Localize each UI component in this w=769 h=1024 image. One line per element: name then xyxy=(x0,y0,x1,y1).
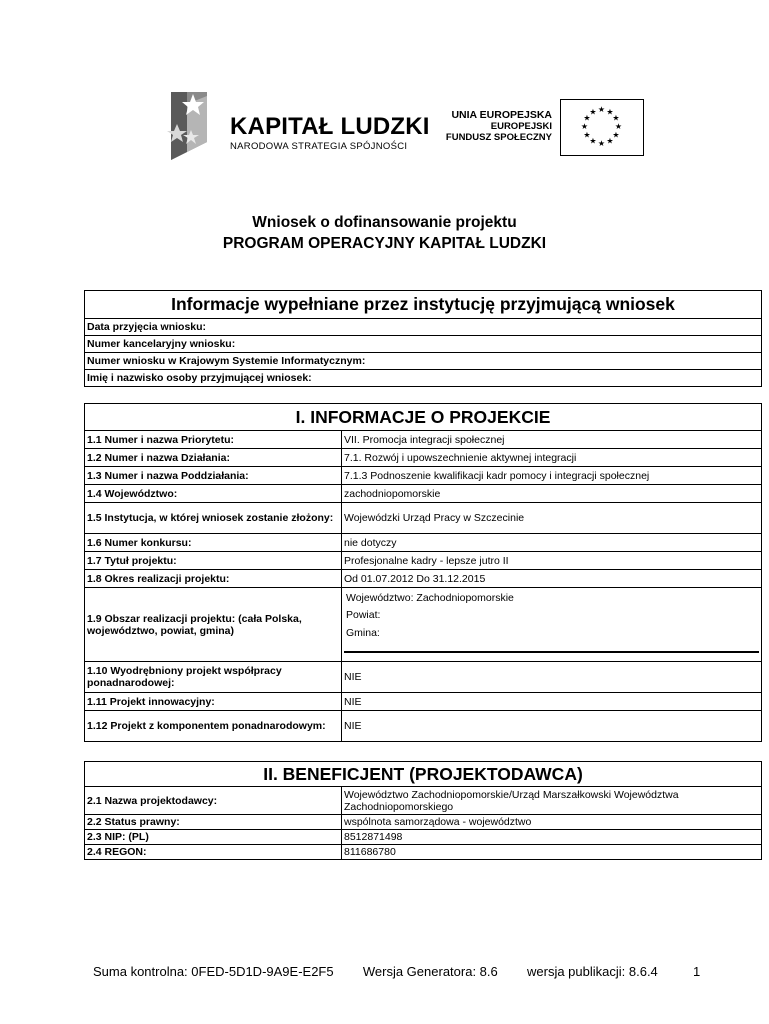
project-label: 1.2 Numer i nazwa Działania: xyxy=(85,449,342,467)
eu-line1: UNIA EUROPEJSKA xyxy=(451,109,552,121)
project-value: NIE xyxy=(342,711,762,742)
beneficiary-value: 811686780 xyxy=(342,845,762,860)
eu-line3: FUNDUSZ SPOŁECZNY xyxy=(445,132,552,143)
beneficiary-value: Województwo Zachodniopomorskie/Urząd Marszałkowski Województwa Zachodniopomorskiego xyxy=(342,787,762,815)
project-label: 1.12 Projekt z komponentem ponadnarodowym: xyxy=(85,711,342,742)
project-label: 1.8 Okres realizacji projektu: xyxy=(85,570,342,588)
document-title: Wniosek o dofinansowanie projektu xyxy=(252,214,517,231)
beneficiary-table xyxy=(84,761,762,860)
project-label: 1.11 Projekt innowacyjny: xyxy=(85,693,342,711)
kapital-ludzki-emblem-icon xyxy=(163,86,223,166)
institution-row: Numer kancelaryjny wniosku: xyxy=(85,336,762,353)
project-value: Od 01.07.2012 Do 31.12.2015 xyxy=(342,570,762,588)
project-label: 1.7 Tytuł projektu: xyxy=(85,552,342,570)
project-value: nie dotyczy xyxy=(342,534,762,552)
beneficiary-label: 2.1 Nazwa projektodawcy: xyxy=(85,787,342,815)
svg-text:★: ★ xyxy=(583,113,591,123)
footer-publication-version: wersja publikacji: 8.6.4 xyxy=(527,964,658,979)
svg-text:★: ★ xyxy=(614,122,623,131)
project-label: 1.1 Numer i nazwa Priorytetu: xyxy=(85,431,342,449)
project-value: Wojewódzki Urząd Pracy w Szczecinie xyxy=(342,503,762,534)
kapital-ludzki-logo xyxy=(163,86,223,166)
project-value: NIE xyxy=(342,693,762,711)
area-voivodeship: Województwo: Zachodniopomorskie xyxy=(346,592,514,604)
beneficiary-label: 2.2 Status prawny: xyxy=(85,815,342,830)
eu-flag-icon xyxy=(560,99,644,156)
area-label: 1.9 Obszar realizacji projektu: (cała Polska, województwo, powiat, gmina) xyxy=(85,588,342,662)
kapital-ludzki-title: KAPITAŁ LUDZKI xyxy=(230,113,430,140)
svg-text:★: ★ xyxy=(606,136,614,146)
beneficiary-label: 2.3 NIP: (PL) xyxy=(85,830,342,845)
institution-row: Numer wniosku w Krajowym Systemie Informatycznym: xyxy=(85,353,762,370)
institution-row: Data przyjęcia wniosku: xyxy=(85,319,762,336)
project-heading: I. INFORMACJE O PROJEKCIE xyxy=(85,404,762,431)
area-commune: Gmina: xyxy=(346,627,380,639)
project-value: NIE xyxy=(342,662,762,693)
project-label: 1.10 Wyodrębniony projekt współpracy ponadnarodowej: xyxy=(85,662,342,693)
kapital-ludzki-subtitle: NARODOWA STRATEGIA SPÓJNOŚCI xyxy=(230,141,408,152)
footer-checksum: Suma kontrolna: 0FED-5D1D-9A9E-E2F5 xyxy=(93,964,334,979)
project-label: 1.5 Instytucja, w której wniosek zostanie złożony: xyxy=(85,503,342,534)
project-value: Profesjonalne kadry - lepsze jutro II xyxy=(342,552,762,570)
project-value: VII. Promocja integracji społecznej xyxy=(342,431,762,449)
eu-line2: EUROPEJSKI xyxy=(490,121,552,132)
project-label: 1.4 Województwo: xyxy=(85,485,342,503)
svg-text:★: ★ xyxy=(612,113,620,123)
project-value: zachodniopomorskie xyxy=(342,485,762,503)
area-county: Powiat: xyxy=(346,609,381,621)
svg-text:★: ★ xyxy=(583,130,591,140)
area-cell xyxy=(342,588,762,662)
beneficiary-value: wspólnota samorządowa - województwo xyxy=(342,815,762,830)
svg-text:★: ★ xyxy=(589,107,597,117)
svg-text:★: ★ xyxy=(597,105,606,114)
svg-text:★: ★ xyxy=(597,139,606,148)
project-value: 7.1.3 Podnoszenie kwalifikacji kadr pomocy i integracji społecznej xyxy=(342,467,762,485)
page-number: 1 xyxy=(693,964,701,979)
institution-heading: Informacje wypełniane przez instytucję przyjmującą wniosek xyxy=(85,291,762,319)
project-label: 1.3 Numer i nazwa Poddziałania: xyxy=(85,467,342,485)
eu-logo-text xyxy=(446,110,552,143)
institution-table xyxy=(84,290,762,387)
area-divider xyxy=(344,651,759,653)
footer-generator-version: Wersja Generatora: 8.6 xyxy=(362,964,498,979)
beneficiary-value: 8512871498 xyxy=(342,830,762,845)
project-value: 7.1. Rozwój i upowszechnienie aktywnej integracji xyxy=(342,449,762,467)
document-subtitle: PROGRAM OPERACYJNY KAPITAŁ LUDZKI xyxy=(222,235,547,252)
svg-text:★: ★ xyxy=(589,136,597,146)
svg-text:★: ★ xyxy=(606,107,614,117)
beneficiary-heading: II. BENEFICJENT (PROJEKTODAWCA) xyxy=(85,762,762,787)
beneficiary-label: 2.4 REGON: xyxy=(85,845,342,860)
project-table xyxy=(84,403,762,742)
svg-text:★: ★ xyxy=(580,122,589,131)
page-footer xyxy=(93,964,700,979)
project-label: 1.6 Numer konkursu: xyxy=(85,534,342,552)
institution-row: Imię i nazwisko osoby przyjmującej wniosek: xyxy=(85,370,762,387)
svg-text:★: ★ xyxy=(612,130,620,140)
